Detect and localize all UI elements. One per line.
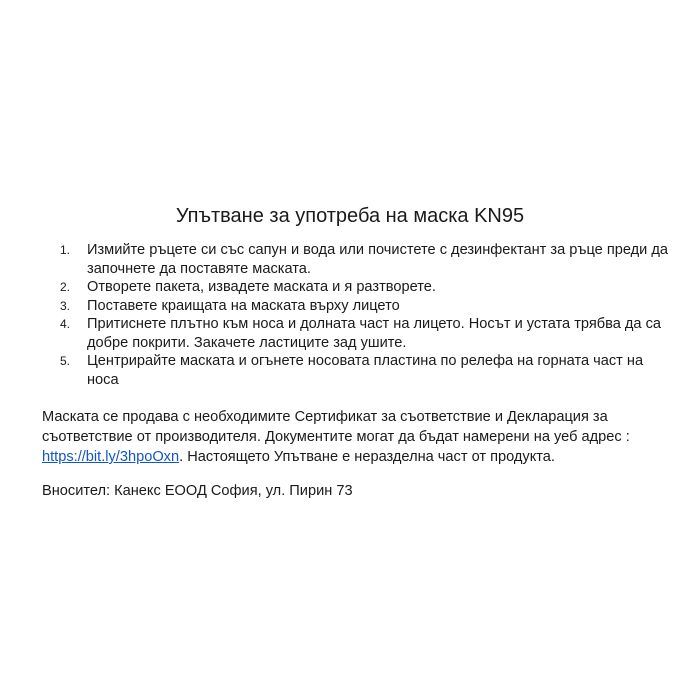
step-number: 4. xyxy=(60,317,71,331)
step-text: Измийте ръцете си със сапун и вода или почистете с дезинфектант за ръце преди да започнете да поставяте маската. xyxy=(87,242,669,277)
certificate-text-end: . Настоящето Упътване е неразделна част от продукта. xyxy=(179,449,555,465)
instruction-step xyxy=(60,278,670,297)
step-number: 3. xyxy=(60,298,71,313)
step-number: 5. xyxy=(60,354,71,368)
document-title: Упътване за употреба на маска KN95 xyxy=(175,205,525,227)
step-text: Отворете пакета, извадете маската и я разтворете. xyxy=(87,279,436,295)
step-text: Поставете краищата на маската върху лицето xyxy=(87,297,400,314)
step-number: 1. xyxy=(60,243,71,257)
importer-paragraph: Вносител: Канекс ЕООД София, ул. Пирин 73 xyxy=(42,483,353,499)
instruction-list xyxy=(60,241,670,389)
certificate-text: Маската се продава с необходимите Сертификат за съответствие и Декларация за съответствие от производителя. Документите могат да бъдат намерени на уеб адрес : xyxy=(42,409,630,445)
instruction-step xyxy=(60,241,670,278)
instruction-step xyxy=(60,315,670,352)
step-text: Притиснете плътно към носа и долната част на лицето. Носът и устата трябва да са добре покрити. Закачете ластиците зад ушите. xyxy=(87,316,661,351)
step-text: Центрирайте маската и огънете носовата пластина по релефа на горната част на носа xyxy=(87,353,644,388)
instruction-step xyxy=(60,297,670,316)
documents-link[interactable]: https://bit.ly/3hpoOxn xyxy=(42,449,180,465)
step-number: 2. xyxy=(60,280,71,294)
certificate-paragraph xyxy=(42,407,672,467)
instruction-step xyxy=(60,352,670,389)
